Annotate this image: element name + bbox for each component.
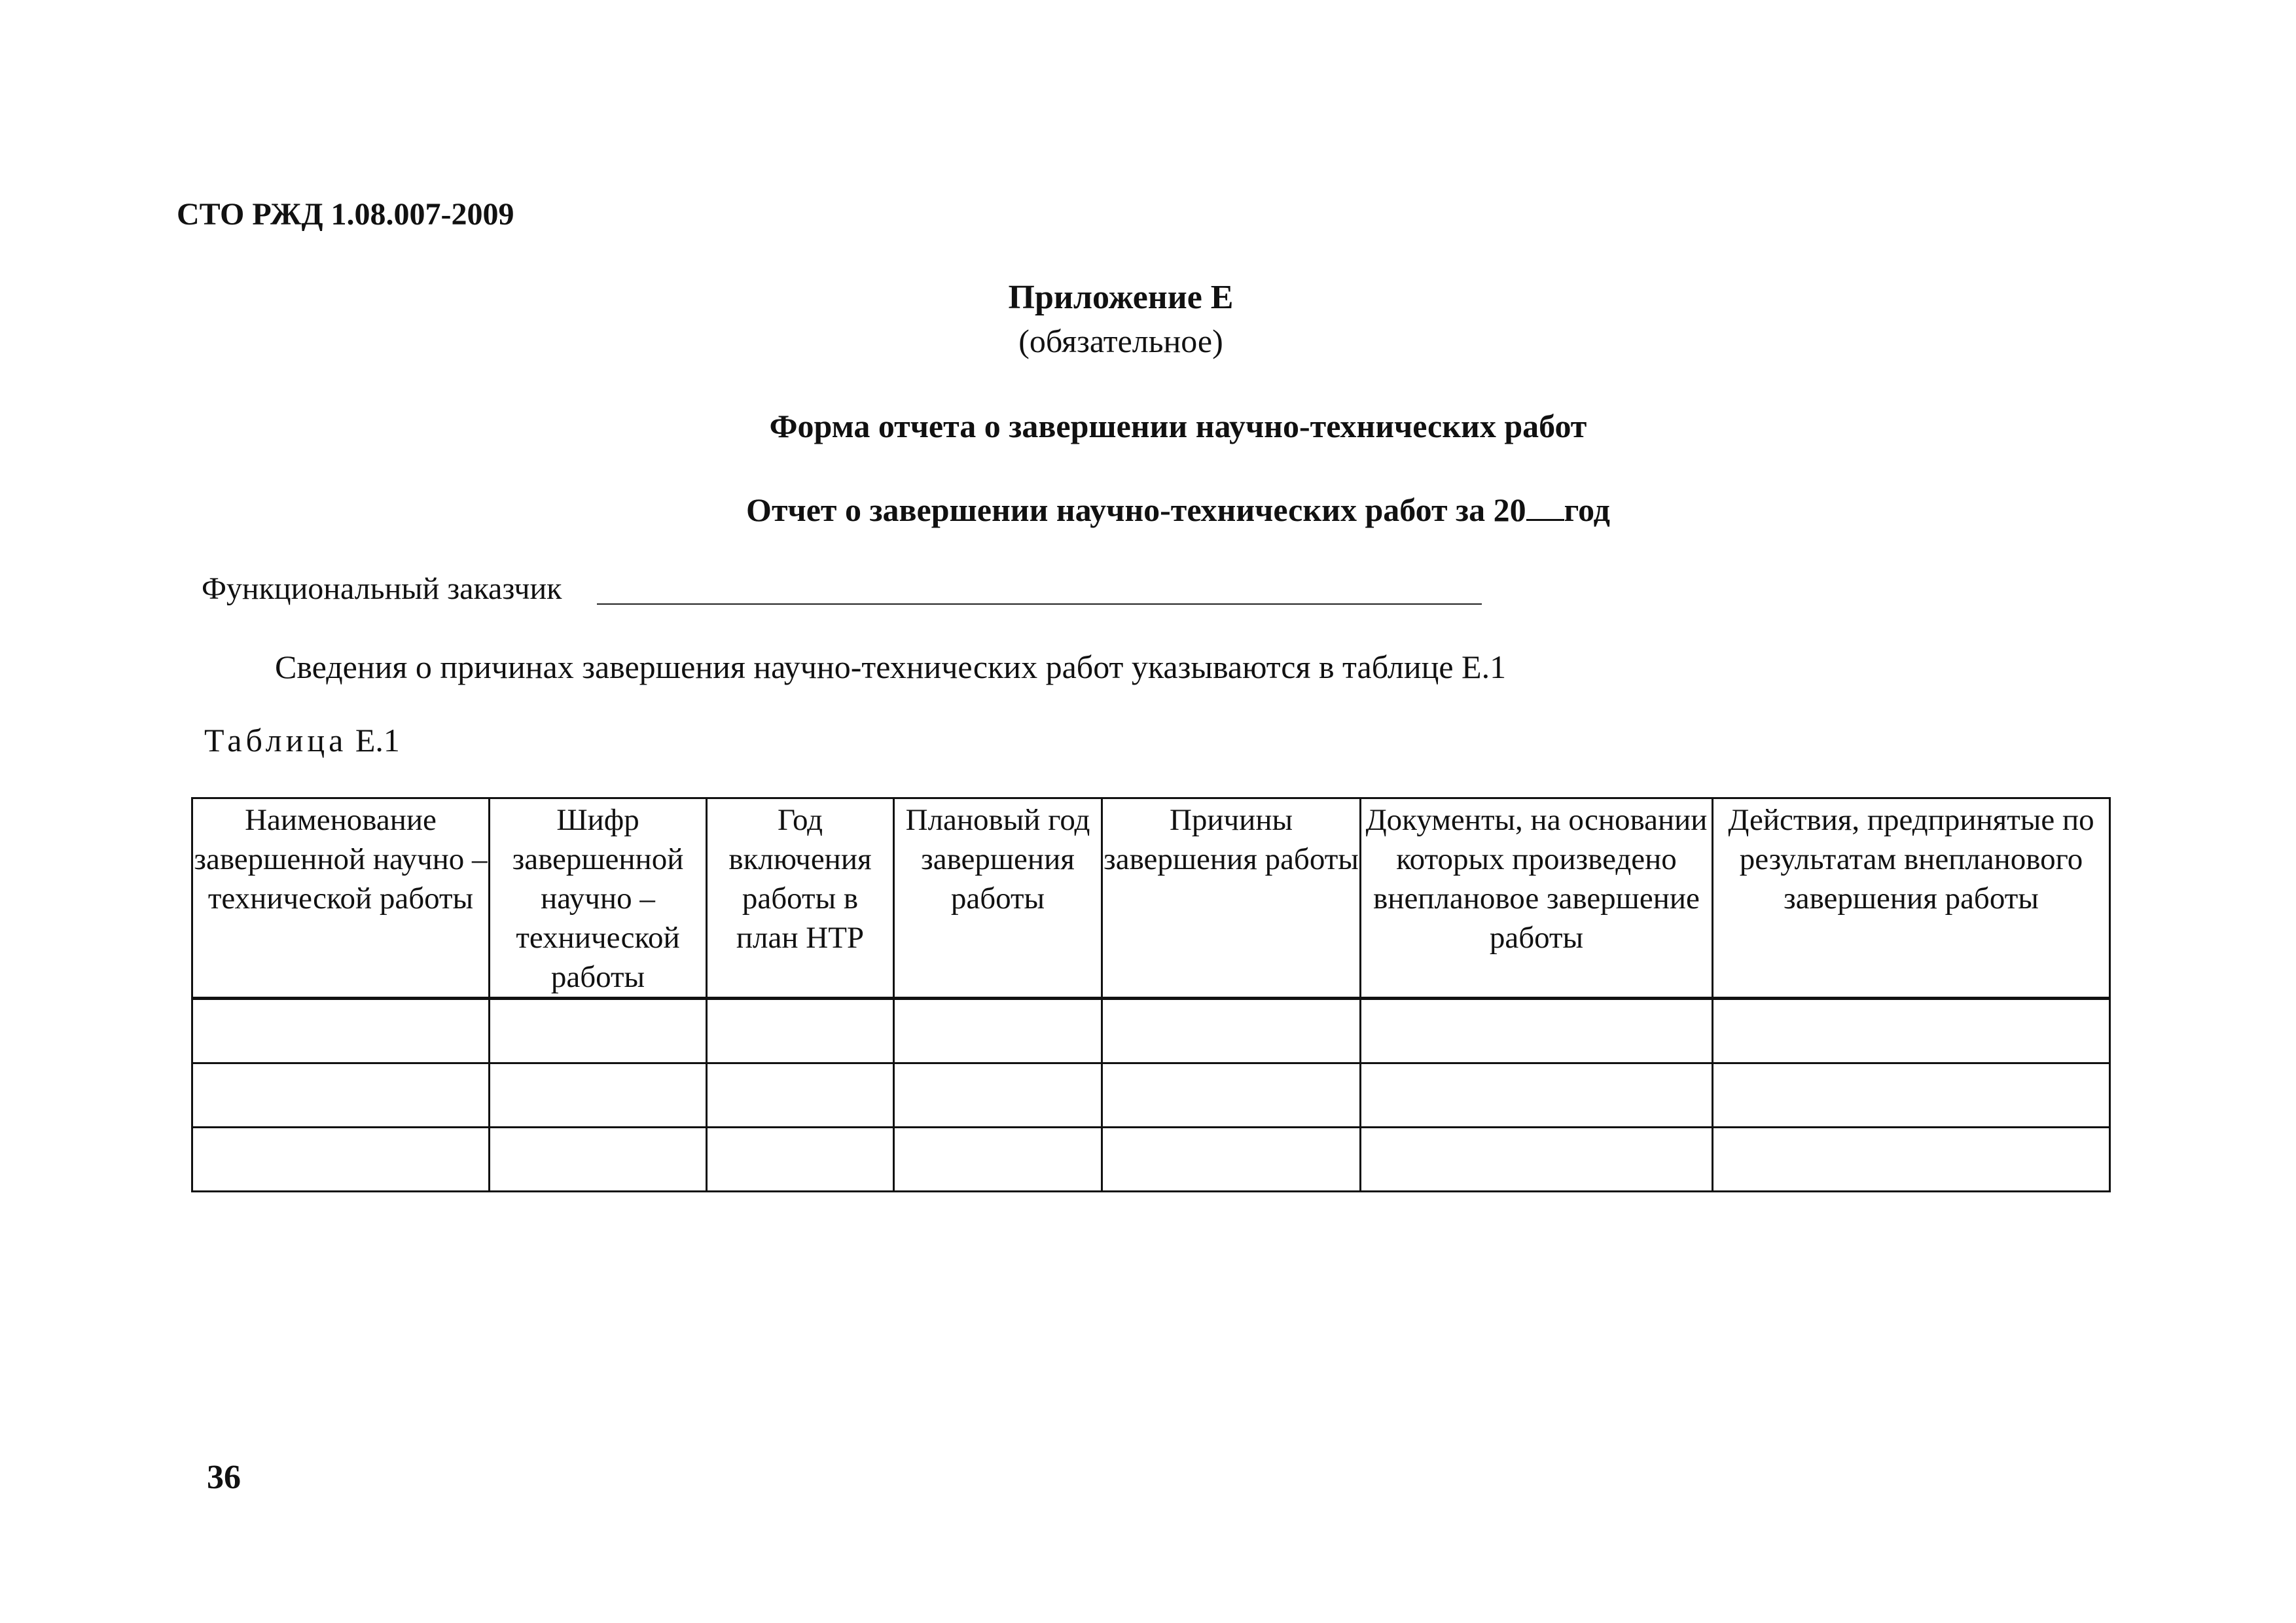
table-cell [1102,1128,1361,1192]
column-header-inclusion-year: Год включения работы в план НТР [707,798,894,999]
functional-customer-label: Функциональный заказчик [202,571,562,606]
column-header-work-code: Шифр завершенной научно – технической работы [490,798,707,999]
table-cell [1102,999,1361,1063]
table-caption-word: Таблица [204,722,348,758]
table-cell [1361,1063,1713,1128]
table-row [192,1063,2110,1128]
report-table [191,797,2111,1192]
table-cell [192,1128,490,1192]
table-cell [707,1063,894,1128]
form-title: Форма отчета о завершении научно-технических работ [769,408,1587,444]
column-header-actions: Действия, предпринятые по результатам внепланового завершения работы [1713,798,2110,999]
report-title-year-word: год [1564,491,1610,528]
table-cell [1102,1063,1361,1128]
report-title-text: Отчет о завершении научно-технических работ за 20 [746,491,1526,528]
page-number: 36 [207,1459,241,1496]
table-cell [192,999,490,1063]
table-cell [894,1128,1102,1192]
table-header-row [192,798,2110,999]
column-header-planned-year: Плановый год завершения работы [894,798,1102,999]
year-blank-line [1526,493,1564,521]
table-row [192,1128,2110,1192]
table-cell [707,1128,894,1192]
table-cell [1713,999,2110,1063]
table-cell [192,1063,490,1128]
table-cell [1713,1128,2110,1192]
document-code: СТО РЖД 1.08.007-2009 [177,197,514,232]
table-cell [490,1063,707,1128]
table-caption [204,721,400,759]
table-cell [490,1128,707,1192]
functional-customer-blank-line [597,603,1482,605]
table-caption-number: Е.1 [355,722,400,758]
table-row [192,999,2110,1063]
column-header-work-name: Наименование завершенной научно – технической работы [192,798,490,999]
info-paragraph: Сведения о причинах завершения научно-технических работ указываются в таблице Е.1 [275,649,1507,685]
appendix-subtitle: (обязательное) [1018,323,1223,359]
table-cell [1361,999,1713,1063]
table-cell [1361,1128,1713,1192]
column-header-reasons: Причины завершения работы [1102,798,1361,999]
table-cell [894,999,1102,1063]
table-cell [707,999,894,1063]
column-header-documents: Документы, на основании которых произведено внеплановое завершение работы [1361,798,1713,999]
appendix-title: Приложение Е [1008,279,1234,316]
report-title [0,491,2296,529]
table-cell [894,1063,1102,1128]
table-cell [1713,1063,2110,1128]
table-cell [490,999,707,1063]
